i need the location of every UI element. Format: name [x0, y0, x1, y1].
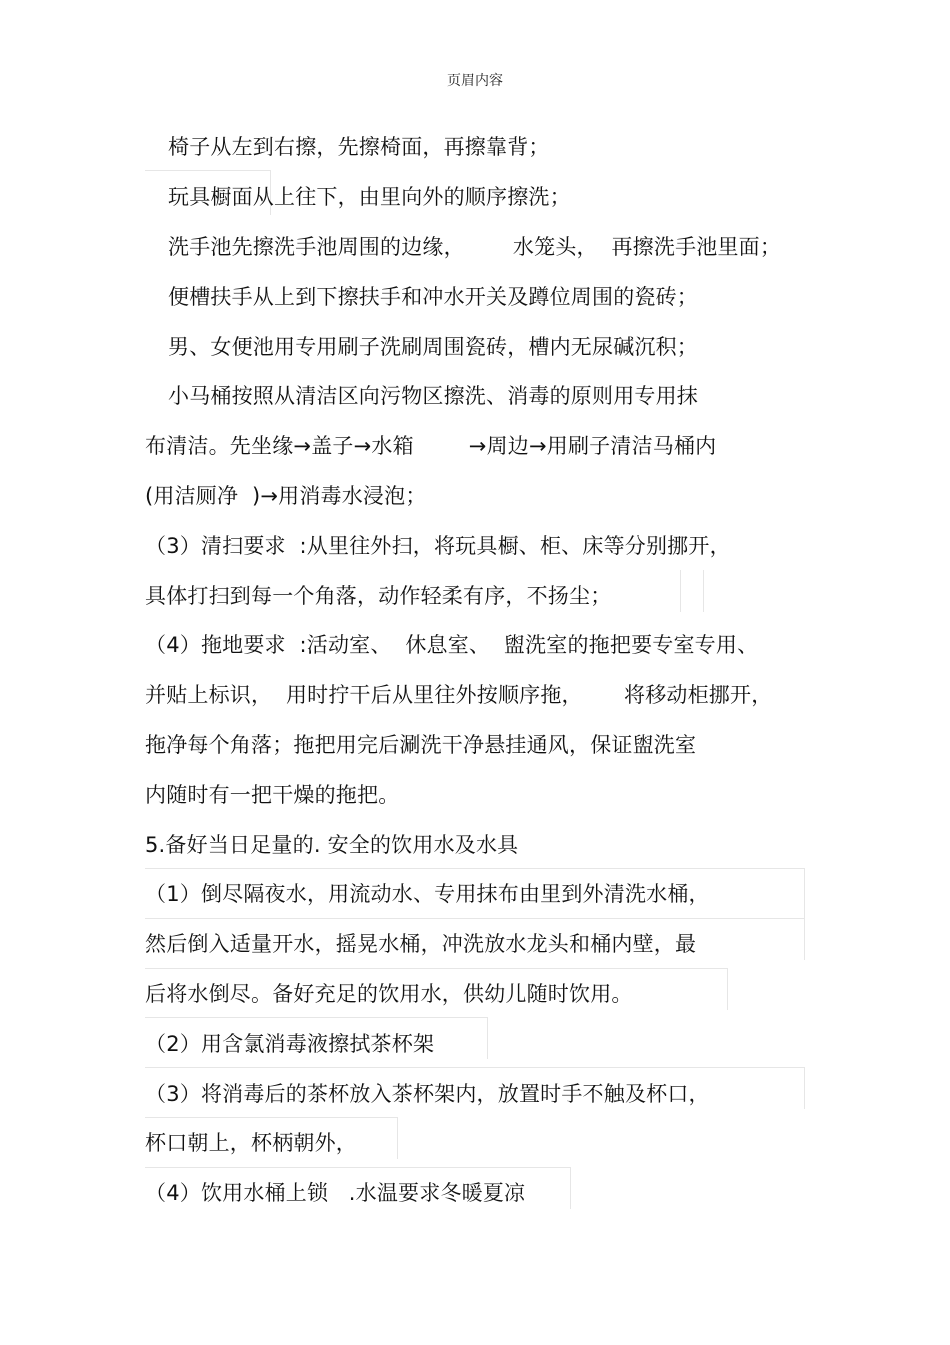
body-line: 洗手池先擦洗手池周围的边缘， 水笼头， 再擦洗手池里面；	[168, 235, 782, 259]
body-line: （1）倒尽隔夜水，用流动水、专用抹布由里到外清洗水桶，	[145, 882, 710, 906]
body-line: （4）饮用水桶上锁 .水温要求冬暖夏凉	[145, 1181, 526, 1205]
scan-rule	[487, 1017, 488, 1059]
scan-rule	[804, 868, 805, 960]
scan-rule	[145, 1067, 805, 1068]
body-line: 男、女便池用专用刷子洗刷周围瓷砖，槽内无尿碱沉积；	[168, 335, 698, 359]
body-line: 并贴上标识， 用时拧干后从里往外按顺序拖， 将移动柜挪开，	[145, 683, 773, 707]
body-line: 杯口朝上，杯柄朝外，	[145, 1131, 357, 1155]
body-line: 后将水倒尽。备好充足的饮用水，供幼儿随时饮用。	[145, 982, 633, 1006]
scan-rule	[145, 1117, 397, 1118]
scan-rule	[145, 868, 805, 869]
body-line: 玩具橱面从上往下，由里向外的顺序擦洗；	[168, 185, 571, 209]
body-line: （2）用含氯消毒液擦拭茶杯架	[145, 1032, 435, 1056]
body-line: 具体打扫到每一个角落，动作轻柔有序，不扬尘；	[145, 584, 612, 608]
body-line: 内随时有一把干燥的拖把。	[145, 783, 400, 807]
scan-rule	[804, 1067, 805, 1109]
body-line: 便槽扶手从上到下擦扶手和冲水开关及蹲位周围的瓷砖；	[168, 285, 698, 309]
scan-rule	[680, 570, 681, 612]
body-line: 椅子从左到右擦，先擦椅面，再擦靠背；	[168, 135, 550, 159]
body-line: （3）将消毒后的茶杯放入茶杯架内，放置时手不触及杯口，	[145, 1082, 710, 1106]
section-heading: 5.备好当日足量的. 安全的饮用水及水具	[145, 833, 519, 857]
scan-rule	[727, 968, 728, 1010]
body-line: 布清洁。先坐缘→盖子→水箱 →周边→用刷子清洁马桶内	[145, 434, 717, 458]
scan-rule	[145, 918, 805, 919]
body-line: 小马桶按照从清洁区向污物区擦洗、消毒的原则用专用抹	[168, 384, 698, 408]
body-line: 然后倒入适量开水，摇晃水桶，冲洗放水龙头和桶内壁，最	[145, 932, 697, 956]
scan-rule	[145, 170, 270, 171]
scan-rule	[145, 1017, 487, 1018]
scan-rule	[145, 968, 727, 969]
scan-rule	[570, 1167, 571, 1209]
body-line: (用洁厕净 )→用消毒水浸泡；	[145, 484, 427, 508]
body-line: （4）拖地要求 :活动室、 休息室、 盥洗室的拖把要专室专用、	[145, 633, 759, 657]
scan-rule	[145, 1167, 570, 1168]
scan-rule	[703, 570, 704, 612]
page-header: 页眉内容	[447, 73, 503, 89]
body-line: （3）清扫要求 :从里往外扫，将玩具橱、柜、床等分别挪开，	[145, 534, 731, 558]
scan-rule	[397, 1117, 398, 1159]
body-line: 拖净每个角落；拖把用完后涮洗干净悬挂通风，保证盥洗室	[145, 733, 697, 757]
